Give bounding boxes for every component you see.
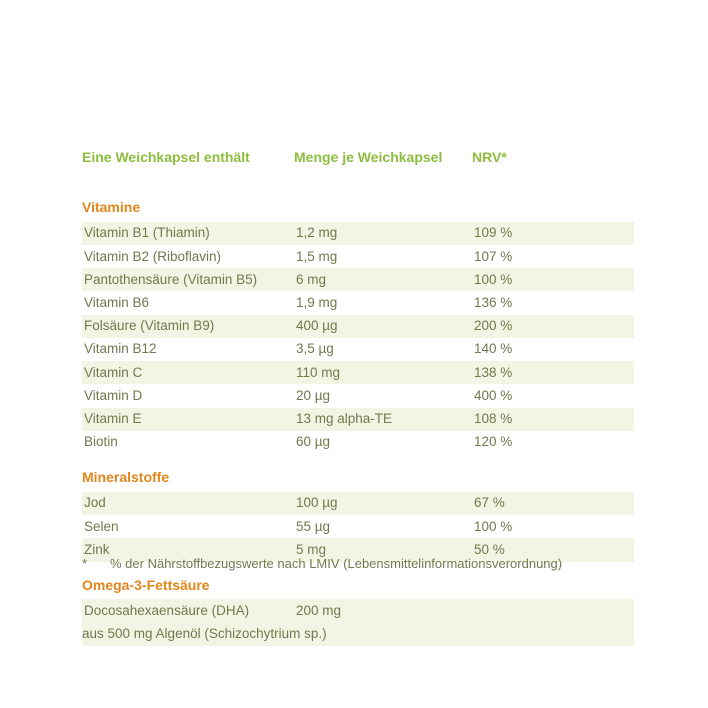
row-amount: 1,2 mg <box>294 222 472 245</box>
table-row <box>82 291 634 314</box>
column-header-nrv: NRV* <box>472 149 507 165</box>
footnote-text: % der Nährstoffbezugswerte nach LMIV (Lebensmittelinformationsverordnung) <box>110 556 563 571</box>
row-ingredient: Vitamin C <box>82 361 294 384</box>
row-nrv <box>472 599 634 622</box>
row-nrv: 138 % <box>472 361 634 384</box>
row-ingredient: Zink <box>82 538 294 561</box>
table-row <box>82 222 634 245</box>
row-nrv: 67 % <box>472 492 634 515</box>
row-nrv: 100 % <box>474 518 513 534</box>
table-row <box>82 338 634 361</box>
table-row <box>82 315 634 338</box>
row-amount: 100 µg <box>294 492 472 515</box>
row-amount: 1,9 mg <box>296 294 338 310</box>
row-ingredient: Jod <box>82 492 294 515</box>
table-row <box>82 245 634 268</box>
row-nrv: 50 % <box>472 538 634 561</box>
row-amount: 1,5 mg <box>296 248 338 264</box>
table-body <box>82 171 634 646</box>
row-nrv: 100 % <box>472 268 634 291</box>
row-source-note: aus 500 mg Algenöl (Schizochytrium sp.) <box>82 623 634 646</box>
row-amount: 20 µg <box>296 387 331 403</box>
row-nrv: 107 % <box>474 248 513 264</box>
footnote <box>82 555 652 573</box>
row-nrv: 400 % <box>474 387 513 403</box>
row-nrv: 120 % <box>474 434 513 450</box>
table-header-row <box>82 146 634 171</box>
row-nrv: 136 % <box>474 294 513 310</box>
row-nrv: 140 % <box>474 341 513 357</box>
row-ingredient: Biotin <box>84 434 118 450</box>
row-ingredient: Vitamin B12 <box>84 341 157 357</box>
row-ingredient: Vitamin D <box>84 387 143 403</box>
row-nrv: 109 % <box>472 222 634 245</box>
row-nrv: 200 % <box>472 315 634 338</box>
group-heading-vitamine <box>82 193 634 222</box>
row-ingredient: Selen <box>84 518 119 534</box>
table-row <box>82 599 634 622</box>
table-row <box>82 361 634 384</box>
spacer-row <box>82 454 634 463</box>
footnote-marker: * <box>82 556 88 571</box>
row-ingredient: Pantothensäure (Vitamin B5) <box>82 268 294 291</box>
row-ingredient: Vitamin B1 (Thiamin) <box>82 222 294 245</box>
group-heading-omega3 <box>82 571 634 600</box>
group-heading-label: Vitamine <box>82 198 141 215</box>
group-heading-mineralstoffe <box>82 463 634 492</box>
row-nrv: 108 % <box>472 408 634 431</box>
table-head <box>82 146 634 171</box>
group-heading-label: Mineralstoffe <box>82 468 170 485</box>
column-header-amount: Menge je Weichkapsel <box>294 149 443 165</box>
table-row <box>82 384 634 407</box>
row-amount: 110 mg <box>294 361 472 384</box>
group-heading-label: Omega-3-Fettsäure <box>82 576 210 593</box>
row-ingredient: Docosahexaensäure (DHA) <box>82 599 294 622</box>
row-ingredient: Vitamin E <box>82 408 294 431</box>
table-row <box>82 515 634 538</box>
column-header-ingredient: Eine Weichkapsel enthält <box>82 149 250 165</box>
table-row <box>82 268 634 291</box>
spacer-row <box>82 171 634 193</box>
table-row <box>82 408 634 431</box>
row-amount: 55 µg <box>296 518 331 534</box>
row-ingredient: Vitamin B2 (Riboflavin) <box>84 248 222 264</box>
row-amount: 5 mg <box>294 538 472 561</box>
row-ingredient: Vitamin B6 <box>84 294 150 310</box>
row-amount: 3,5 µg <box>296 341 334 357</box>
row-amount: 60 µg <box>296 434 331 450</box>
row-ingredient: Folsäure (Vitamin B9) <box>82 315 294 338</box>
table-row-note <box>82 623 634 646</box>
row-amount: 13 mg alpha-TE <box>294 408 472 431</box>
table-row <box>82 492 634 515</box>
table-row <box>82 431 634 454</box>
row-amount: 200 mg <box>294 599 472 622</box>
row-amount: 6 mg <box>294 268 472 291</box>
row-amount: 400 µg <box>294 315 472 338</box>
